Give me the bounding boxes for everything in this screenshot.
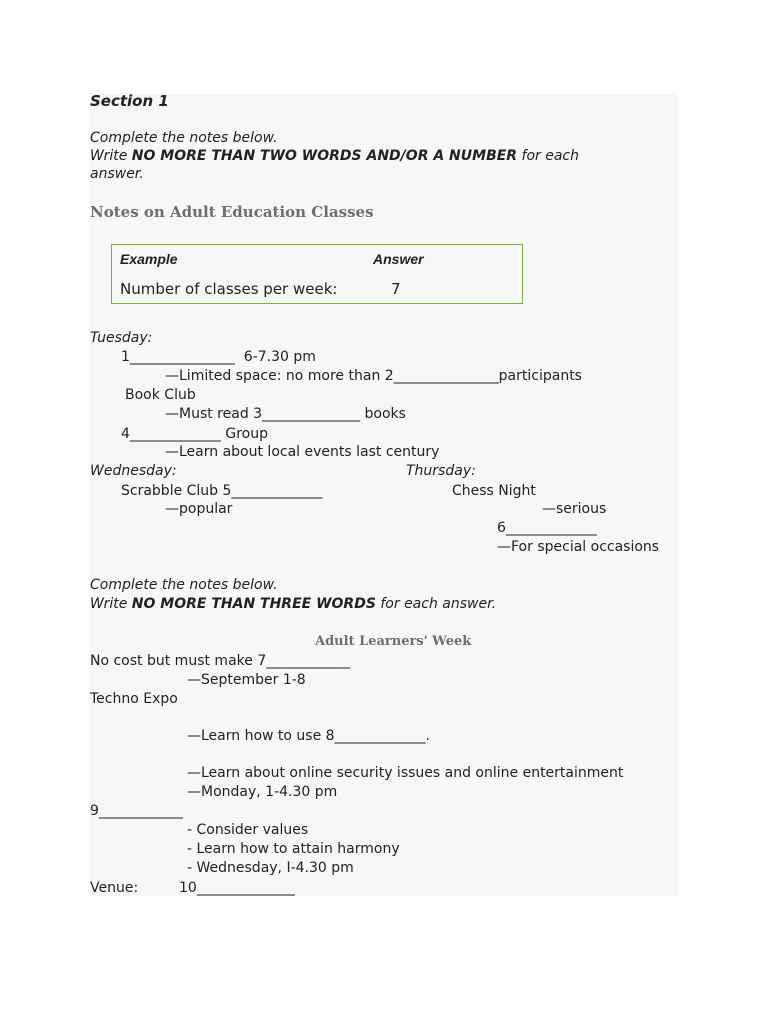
question-7: No cost but must make 7____________ [90, 653, 351, 669]
day-thursday: Thursday: [406, 463, 476, 479]
techno-expo: Techno Expo [90, 691, 178, 707]
chess-night: Chess Night [452, 483, 536, 499]
notes-heading: Notes on Adult Education Classes [90, 203, 374, 221]
instruction-line-2 [90, 147, 579, 165]
special-occasions: —For special occasions [497, 539, 660, 555]
popular-note: —popular [165, 501, 233, 517]
wednesday-time: - Wednesday, I-4.30 pm [187, 860, 354, 876]
question-6: 6_____________ [497, 520, 597, 536]
question-3: —Must read 3______________ books [165, 406, 406, 422]
question-8: —Learn how to use 8_____________. [187, 728, 431, 744]
instruction-emphasis: NO MORE THAN TWO WORDS AND/OR A NUMBER [131, 148, 518, 164]
part2-instruction-1: Complete the notes below. [90, 577, 278, 593]
online-security: —Learn about online security issues and online entertainment [187, 765, 624, 781]
part2-instruction-prefix: Write [90, 596, 132, 612]
instruction-prefix: Write [90, 148, 132, 164]
september-dates: —September 1-8 [187, 672, 306, 688]
section-title: Section 1 [90, 92, 169, 110]
book-club: Book Club [125, 387, 196, 403]
part2-instruction-emphasis: NO MORE THAN THREE WORDS [131, 596, 376, 612]
question-1: 1_______________ 6-7.30 pm [121, 349, 316, 365]
monday-time: —Monday, 1-4.30 pm [187, 784, 338, 800]
question-2: —Limited space: no more than 2_______________participants [165, 368, 582, 384]
instruction-line-3: answer. [90, 166, 144, 182]
part2-instruction-2 [90, 595, 496, 613]
adult-learners-heading: Adult Learners' Week [315, 634, 472, 649]
answer-label: Answer [373, 251, 424, 267]
question-5: Scrabble Club 5_____________ [121, 483, 323, 499]
local-events: —Learn about local events last century [165, 444, 440, 460]
serious-note: —serious [542, 501, 607, 517]
instruction-suffix: for each [517, 148, 580, 164]
question-4: 4_____________ Group [121, 426, 268, 442]
day-tuesday: Tuesday: [90, 330, 153, 346]
example-answer: 7 [391, 280, 401, 298]
venue-label: Venue: [90, 880, 139, 896]
attain-harmony: - Learn how to attain harmony [187, 841, 400, 857]
example-question: Number of classes per week: [120, 280, 338, 298]
question-10: 10______________ [179, 880, 295, 896]
day-wednesday: Wednesday: [90, 463, 177, 479]
example-label: Example [120, 251, 178, 267]
part2-instruction-suffix: for each answer. [375, 596, 497, 612]
question-9: 9____________ [90, 803, 183, 819]
instruction-line-1: Complete the notes below. [90, 130, 278, 146]
consider-values: - Consider values [187, 822, 309, 838]
